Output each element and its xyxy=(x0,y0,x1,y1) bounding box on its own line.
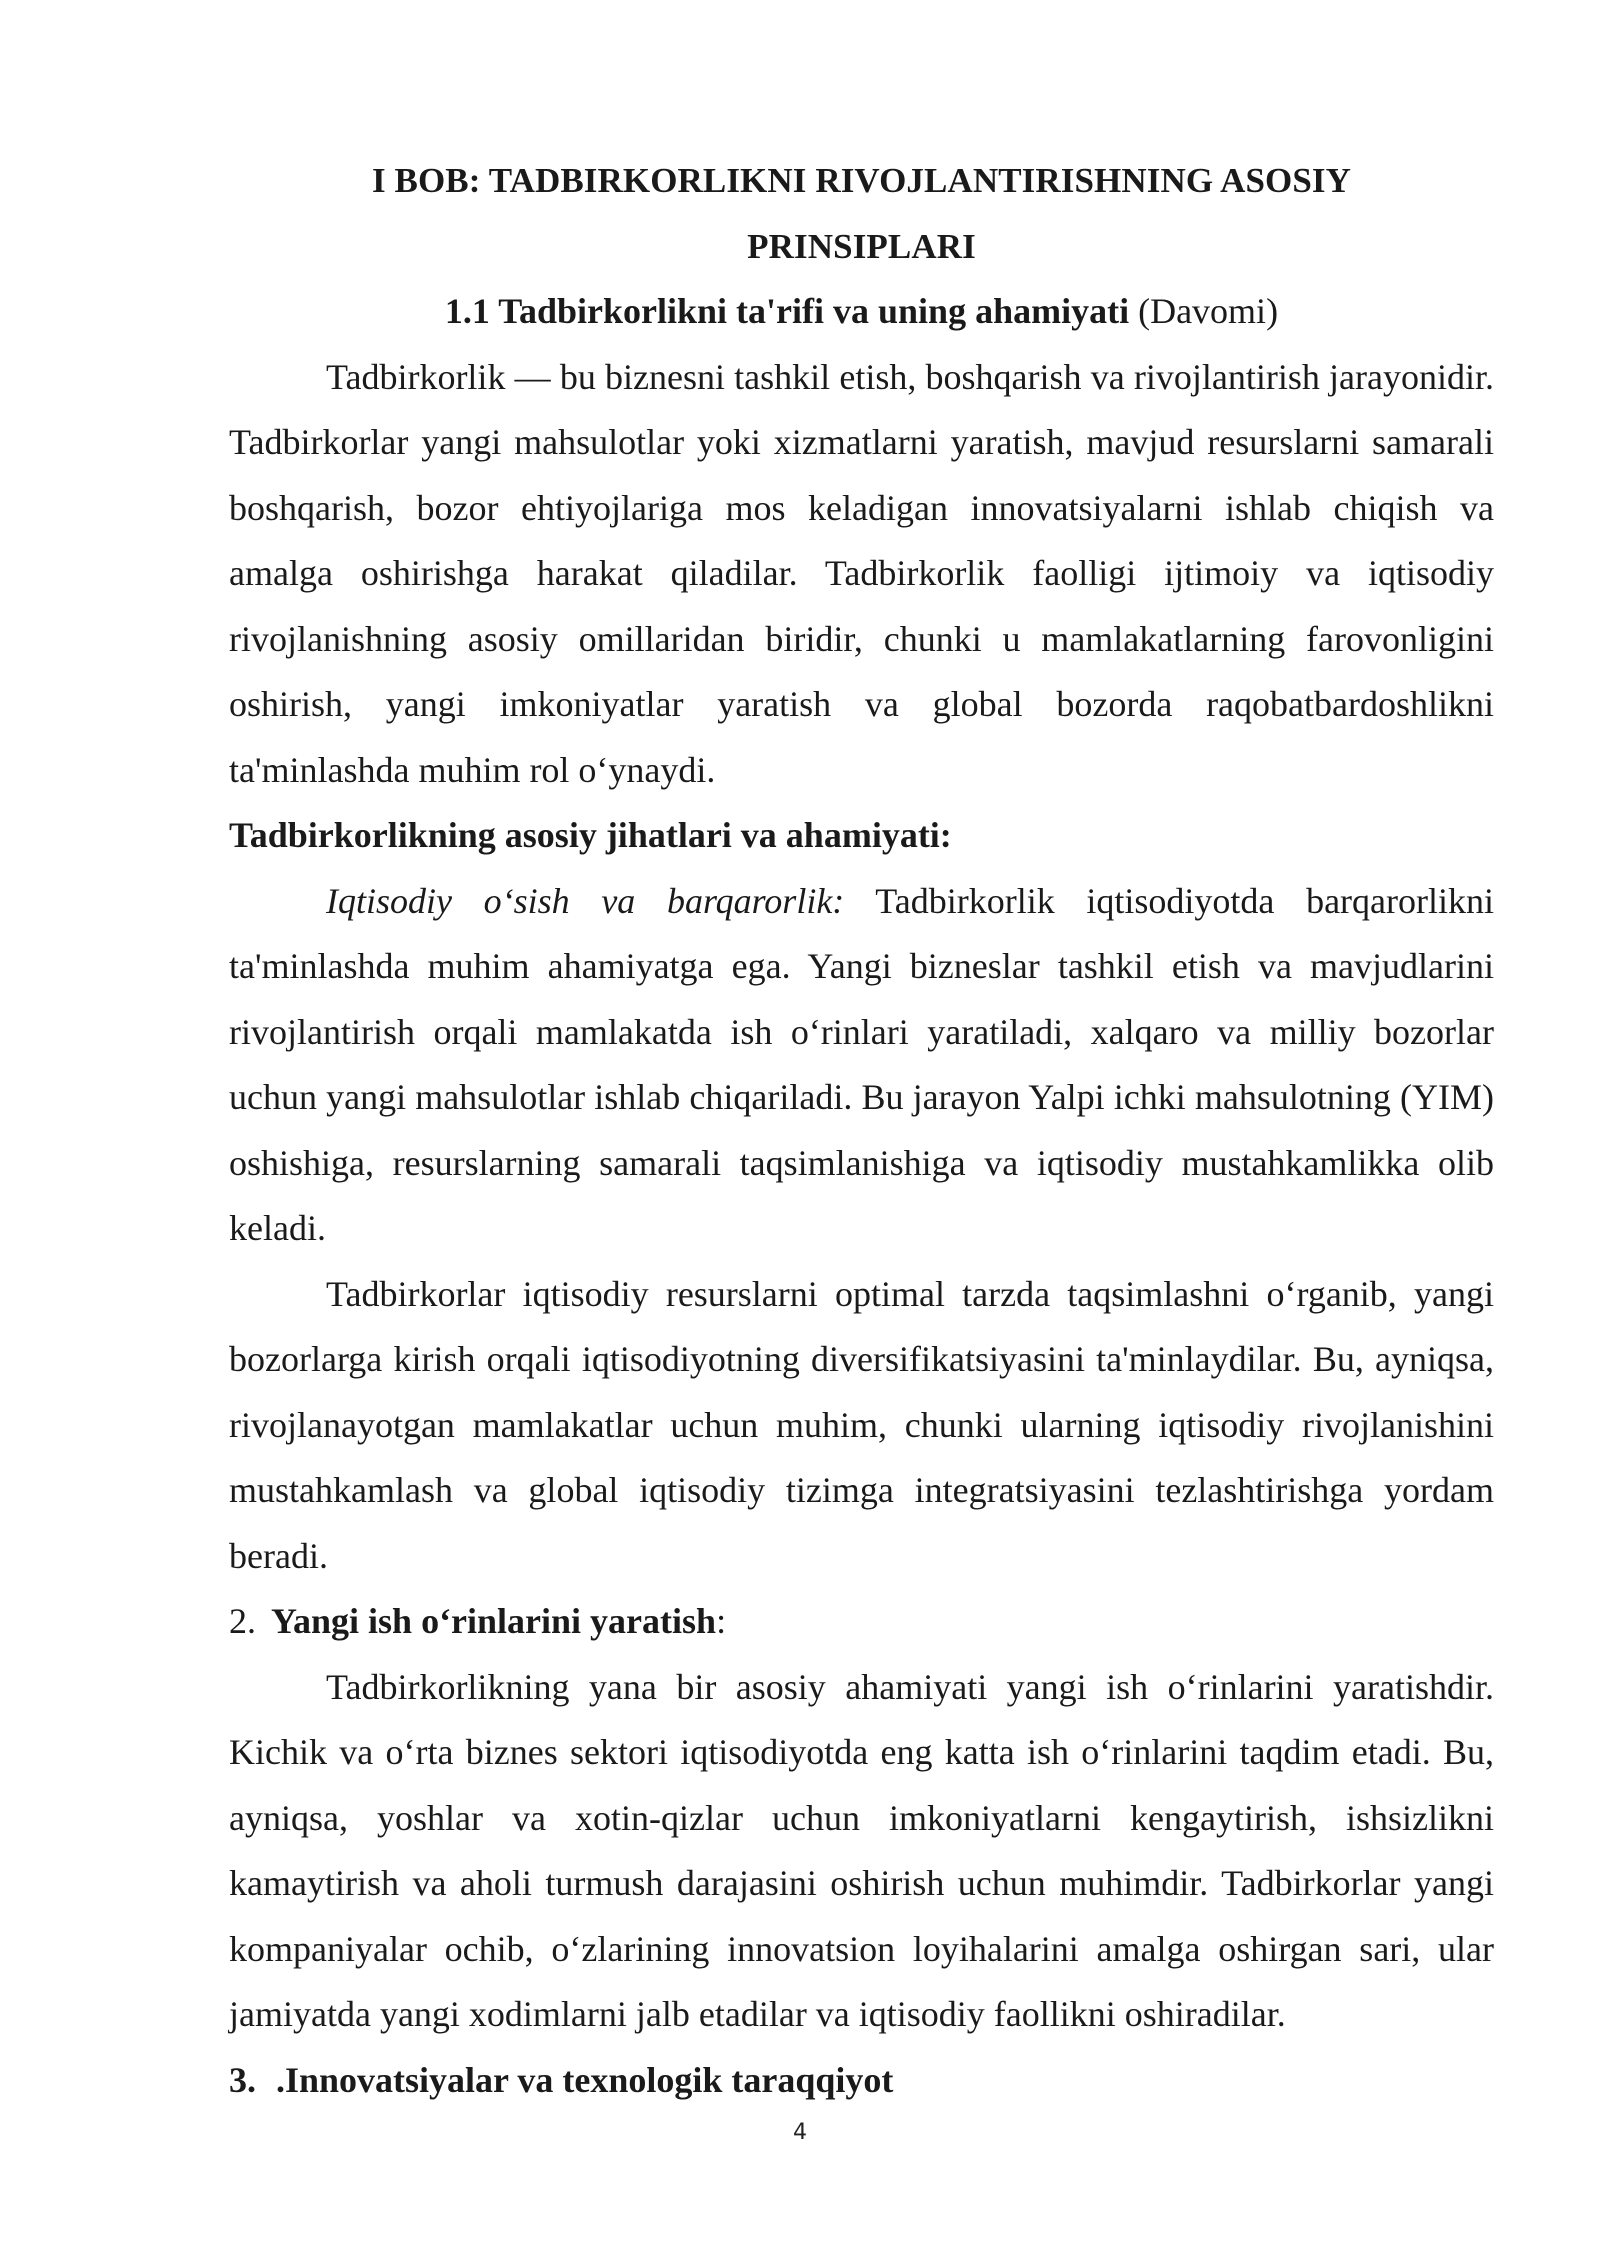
growth-paragraph xyxy=(229,869,1494,1262)
aspects-heading: Tadbirkorlikning asosiy jihatlari va ahamiyati: xyxy=(229,815,952,855)
list-item-jobs xyxy=(229,1589,1494,1655)
resources-paragraph: Tadbirkorlar iqtisodiy resurslarni optimal tarzda taqsimlashni o‘rganib, yangi bozorlarga kirish orqali iqtisodiyotning diversifikatsiyasini ta'minlaydilar. Bu, ayniqsa, rivojlanayotgan mamlakatlar uchun muhim, chunki ularning iqtisodiy rivojlanishini mustahkamlash va global iqtisodiy tizimga integratsiyasini tezlashtirishga yordam beradi. xyxy=(229,1273,1494,1576)
page-number: 4 xyxy=(793,2120,807,2145)
list-item-colon: : xyxy=(716,1601,727,1641)
jobs-paragraph: Tadbirkorlikning yana bir asosiy ahamiyati yangi ish o‘rinlarini yaratishdir. Kichik va o‘rta biznes sektori iqtisodiyotda eng katta ish o‘rinlarini taqdim etadi. Bu, ayniqsa, yoshlar va xotin-qizlar uchun imkoniyatlarni kengaytirish, ishsizlikni kamaytirish va aholi turmush darajasini oshirish uchun muhimdir. Tadbirkorlar yangi kompaniyalar ochib, o‘zlarining innovatsion loyihalarini amalga oshirgan sari, ular jamiyatda yangi xodimlarni jalb etadilar va iqtisodiy faollikni oshiradilar. xyxy=(229,1666,1494,2034)
growth-label: Iqtisodiy o‘sish va barqarorlik: xyxy=(326,880,845,921)
section-title xyxy=(229,279,1494,345)
intro-paragraph: Tadbirkorlik — bu biznesni tashkil etish, boshqarish va rivojlantirish jarayonidir. Tadbirkorlar yangi mahsulotlar yoki xizmatlarni yaratish, mavjud resurslarni samarali boshqarish, bozor ehtiyojlariga mos keladigan innovatsiyalarni ishlab chiqish va amalga oshirishga harakat qiladilar. Tadbirkorlik faolligi ijtimoiy va iqtisodiy rivojlanishning asosiy omillaridan biridir, chunki u mamlakatlarning farovonligini oshirish, yangi imkoniyatlar yaratish va global bozorda raqobatbardoshlikni ta'minlashda muhim rol o‘ynaydi. xyxy=(229,356,1494,790)
list-item-number: 2. xyxy=(229,1601,256,1641)
list-item-innovation xyxy=(229,2048,1494,2114)
list-item-title: Yangi ish o‘rinlarini yaratish xyxy=(271,1601,717,1641)
page-content xyxy=(229,148,1494,2113)
section-title-suffix: (Davomi) xyxy=(1138,291,1279,331)
chapter-title-line1: I BOB: TADBIRKORLIKNI RIVOJLANTIRISHNING ASOSIY xyxy=(371,161,1352,200)
chapter-title-line2: PRINSIPLARI xyxy=(747,226,976,266)
section-title-text: 1.1 Tadbirkorlikni ta'rifi va uning ahamiyati xyxy=(444,291,1130,331)
growth-text: Tadbirkorlik iqtisodiyotda barqarorlikni ta'minlashda muhim ahamiyatga ega. Yangi bizneslar tashkil etish va mavjudlarini rivojlantirish orqali mamlakatda ish o‘rinlari yaratiladi, xalqaro va milliy bozorlar uchun yangi mahsulotlar ishlab chiqariladi. Bu jarayon Yalpi ichki mahsulotning (YIM) oshishiga, resurslarning samarali taqsimlanishiga va iqtisodiy mustahkamlikka olib keladi. xyxy=(229,880,1494,1248)
list-item-title: .Innovatsiyalar va texnologik taraqqiyot xyxy=(276,2059,894,2100)
list-item-number: 3. xyxy=(229,2059,256,2100)
